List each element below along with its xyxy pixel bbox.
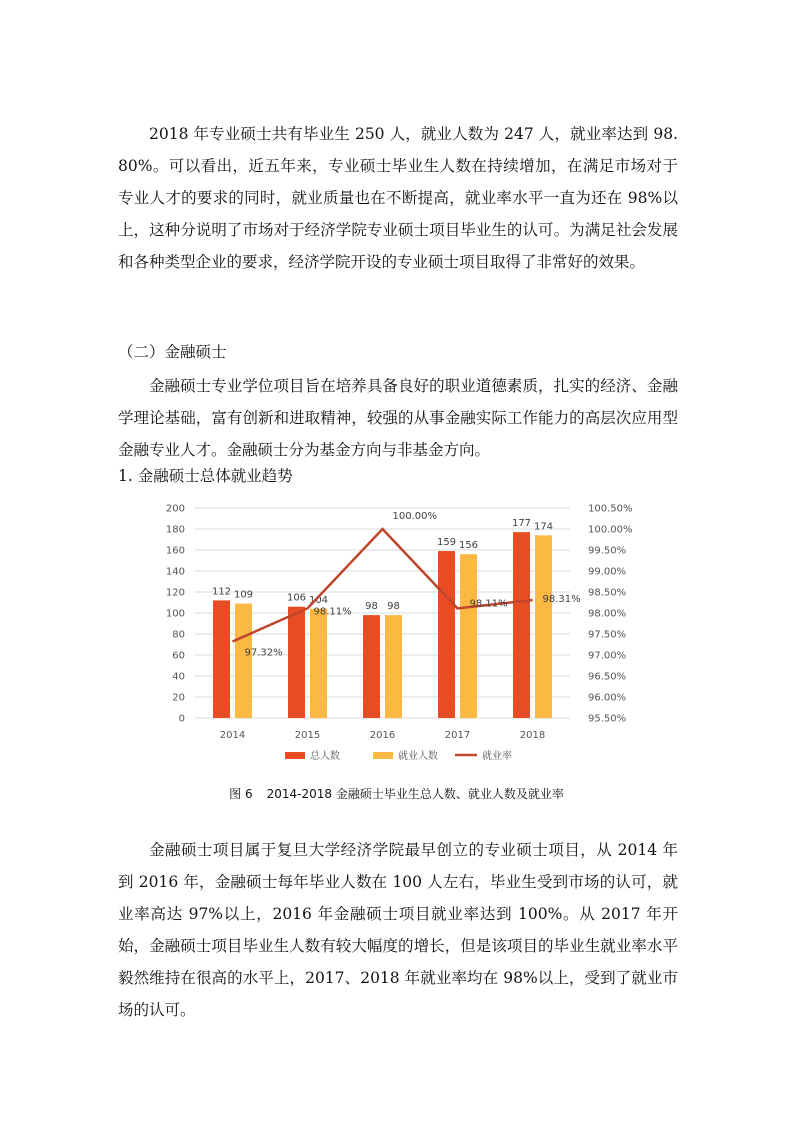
- y-right-tick: 95.50%: [588, 713, 627, 725]
- employment-chart: [150, 495, 660, 775]
- bar-label: 98: [387, 601, 400, 613]
- x-tick: 2014: [219, 730, 246, 741]
- bar-total: [288, 607, 305, 718]
- legend-label: 总人数: [310, 751, 340, 762]
- legend-label: 就业率: [482, 751, 512, 762]
- legend: [285, 749, 512, 762]
- bar-label: 109: [233, 589, 254, 601]
- y-right-tick: 100.00%: [588, 524, 633, 536]
- y-right-tick: 100.50%: [588, 503, 633, 515]
- y-left-tick: 60: [172, 650, 185, 662]
- paragraph-finance-master-analysis: 金融硕士项目属于复旦大学经济学院最早创立的专业硕士项目，从 2014 年到 2016 年，金融硕士每年毕业人数在 100 人左右，毕业生受到市场的认可，就业率高达 97%以上，2016 年金融硕士项目就业率达到 100%。从 2017 年开始，金融硕士项目毕业生人数有较大幅度的增长，但是该项目的毕业生就业率水平毅然维持在很高的水平上，2017、2018 年就业率均在 98%以上，受到了就业市场的认可。: [118, 841, 678, 1019]
- rate-label: 97.32%: [244, 647, 283, 659]
- bar-total: [513, 532, 530, 718]
- subheading: 1. 金融硕士总体就业趋势: [118, 467, 293, 485]
- bar-total: [438, 551, 455, 718]
- y-right-tick: 97.50%: [588, 629, 627, 641]
- y-left-tick: 160: [165, 545, 185, 557]
- bar-label: 112: [211, 586, 232, 598]
- y-left-tick: 140: [165, 566, 185, 578]
- bar-label: 98: [365, 601, 378, 613]
- y-right-tick: 98.00%: [588, 608, 627, 620]
- legend-label: 就业人数: [398, 751, 438, 762]
- rate-line: [233, 529, 533, 642]
- bar-label: 106: [286, 592, 307, 604]
- rate-label: 98.11%: [469, 598, 508, 610]
- y-right-tick: 99.50%: [588, 545, 627, 557]
- rate-label: 98.31%: [542, 593, 581, 605]
- bars: [213, 532, 552, 718]
- paragraph-employment-summary: 2018 年专业硕士共有毕业生 250 人，就业人数为 247 人，就业率达到 98.80%。可以看出，近五年来，专业硕士毕业生人数在持续增加，在满足市场对于专业人才的要求的同时，就业质量也在不断提高，就业率水平一直为还在 98%以上，这种分说明了市场对于经济学院专业硕士项目毕业生的认可。为满足社会发展和各种类型企业的要求，经济学院开设的专业硕士项目取得了非常好的效果。: [118, 125, 678, 271]
- bar-employed: [460, 554, 477, 718]
- y-left-tick: 40: [172, 671, 185, 683]
- bar-total: [363, 615, 380, 718]
- rate-line-path: [233, 529, 533, 642]
- bar-employed: [310, 609, 327, 718]
- bar-label: 156: [458, 540, 479, 552]
- y-right-tick: 99.00%: [588, 566, 627, 578]
- y-left-tick: 200: [165, 503, 185, 515]
- bar-employed: [535, 535, 552, 718]
- rate-label: 100.00%: [392, 511, 437, 522]
- y-left-tick: 100: [165, 608, 185, 620]
- bar-total: [213, 600, 230, 718]
- paragraph-finance-master-intro: 金融硕士专业学位项目旨在培养具备良好的职业道德素质，扎实的经济、金融学理论基础，富有创新和进取精神，较强的从事金融实际工作能力的高层次应用型金融专业人才。金融硕士分为基金方向与非基金方向。: [118, 377, 678, 459]
- bar-label: 177: [511, 518, 532, 530]
- y-right-tick: 97.00%: [588, 650, 627, 662]
- y-left-tick: 80: [172, 629, 185, 641]
- x-tick: 2017: [444, 730, 471, 741]
- section-heading: （二）金融硕士: [118, 343, 227, 361]
- figure-caption: [0, 785, 793, 802]
- legend-swatch: [285, 752, 305, 759]
- y-right-tick: 96.00%: [588, 692, 627, 704]
- x-tick: 2016: [369, 730, 396, 741]
- bar-label: 159: [436, 537, 457, 549]
- rate-label: 98.11%: [313, 606, 352, 618]
- x-axis-ticks: [220, 730, 545, 741]
- y-left-tick: 0: [178, 713, 185, 725]
- caption-text: 2014-2018 金融硕士毕业生总人数、就业人数及就业率: [266, 787, 564, 801]
- bar-label: 174: [533, 521, 554, 533]
- y-right-tick: 98.50%: [588, 587, 627, 599]
- bar-label: 104: [308, 594, 329, 606]
- y-left-tick: 20: [172, 692, 185, 704]
- y-right-tick: 96.50%: [588, 671, 627, 683]
- x-tick: 2018: [519, 730, 546, 741]
- legend-swatch: [373, 752, 393, 759]
- caption-number: 图 6: [229, 787, 253, 801]
- left-axis-ticks: [166, 504, 185, 725]
- bar-employed: [235, 604, 252, 718]
- y-left-tick: 120: [165, 587, 185, 599]
- x-tick: 2015: [294, 730, 321, 741]
- y-left-tick: 180: [165, 524, 185, 536]
- bar-employed: [385, 615, 402, 718]
- right-axis-ticks: [588, 504, 633, 725]
